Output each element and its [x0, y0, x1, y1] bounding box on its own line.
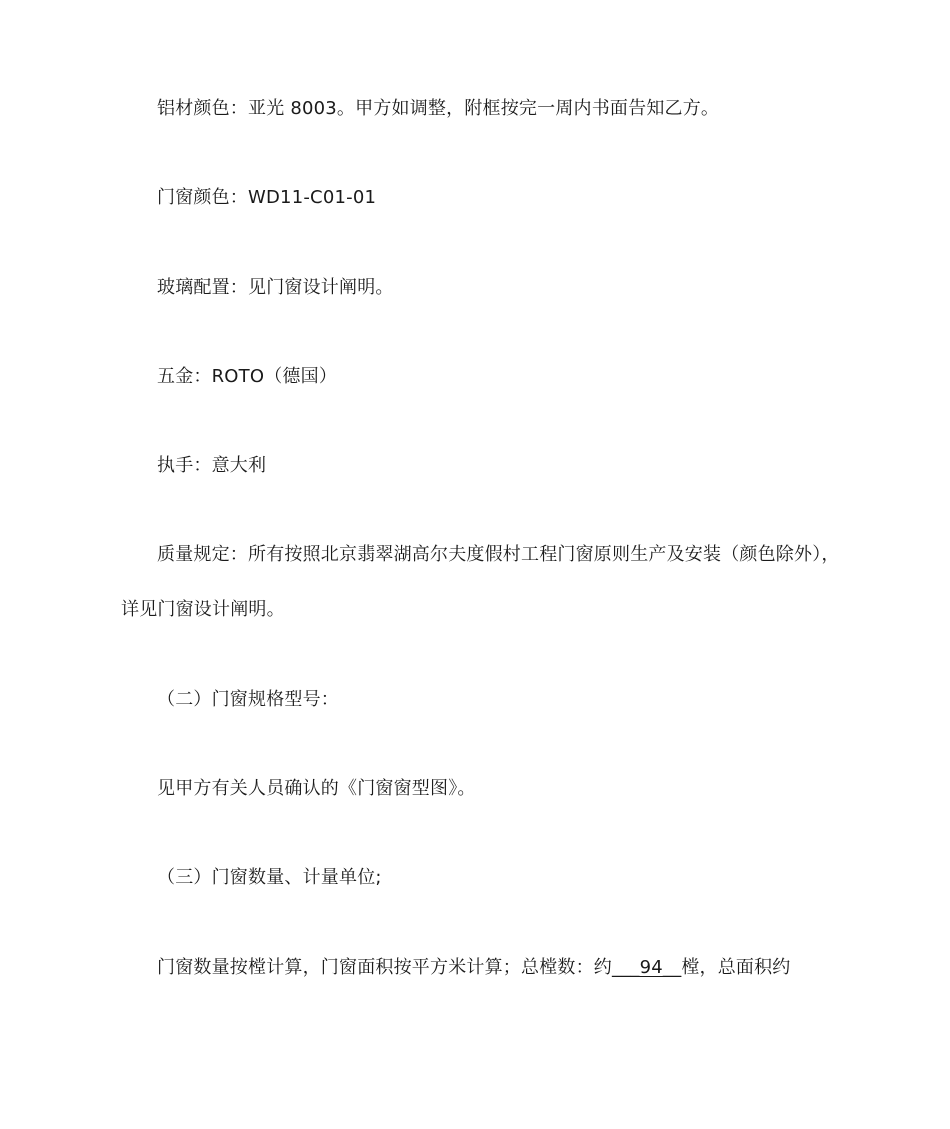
hardware-paragraph: 五金：ROTO（德国）	[157, 366, 338, 387]
section2-heading: （二）门窗规格型号：	[157, 689, 339, 710]
section3-body-prefix: 门窗数量按樘计算，门窗面积按平方米计算；总樘数：约	[157, 957, 612, 978]
section3-body-suffix: 樘，总面积约	[681, 957, 791, 978]
aluminum-color-paragraph: 铝材颜色：亚光 8003。甲方如调整，附框按完一周内书面告知乙方。	[157, 98, 720, 119]
glass-config-paragraph: 玻璃配置：见门窗设计阐明。	[157, 277, 394, 298]
section3-count-blank: ___94__	[612, 957, 682, 978]
window-color-paragraph: 门窗颜色：WD11-C01-01	[157, 187, 377, 208]
quality-paragraph-line2: 详见门窗设计阐明。	[121, 599, 285, 620]
section2-body: 见甲方有关人员确认的《门窗窗型图》。	[157, 778, 476, 799]
handle-paragraph: 执手：意大利	[157, 455, 267, 476]
section3-body	[157, 956, 791, 980]
quality-paragraph-line1: 质量规定：所有按照北京翡翠湖高尔夫度假村工程门窗原则生产及安装（颜色除外），	[157, 544, 840, 565]
section3-heading: （三）门窗数量、计量单位;	[157, 867, 382, 888]
